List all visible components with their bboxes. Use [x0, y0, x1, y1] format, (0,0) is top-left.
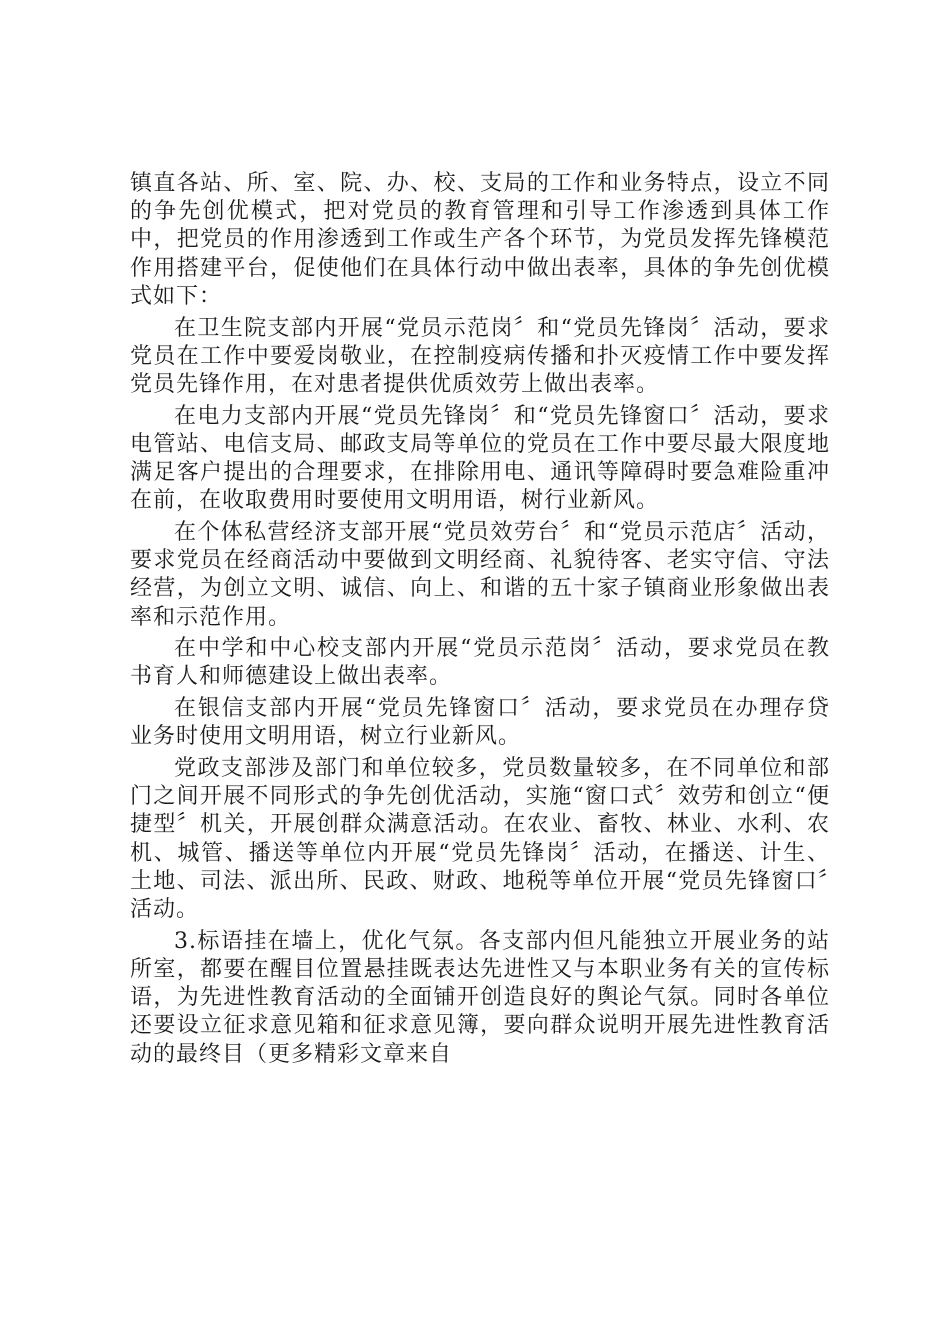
paragraph-school-branch: 在中学和中心校支部内开展“党员示范岗〞活动，要求党员在教书育人和师德建设上做出表率。	[130, 636, 830, 690]
document-body	[130, 170, 830, 1072]
paragraph-health-branch: 在卫生院支部内开展“党员示范岗〞和“党员先锋岗〞活动，要求党员在工作中要爱岗敬业，在控制疫病传播和扑灭疫情工作中要发挥党员先锋作用，在对患者提供优质效劳上做出表率。	[130, 315, 830, 397]
paragraph-slogans: 3.标语挂在墙上，优化气氛。各支部内但凡能独立开展业务的站所室，都要在醒目位置悬挂既表达先进性又与本职业务有关的宣传标语，为先进性教育活动的全面铺开创造良好的舆论气氛。同时各单位还要设立征求意见箱和征求意见簿，要向群众说明开展先进性教育活动的最终目（更多精彩文章来自	[130, 928, 830, 1067]
paragraph-intro: 镇直各站、所、室、院、办、校、支局的工作和业务特点，设立不同的争先创优模式，把对党员的教育管理和引导工作渗透到具体工作中，把党员的作用渗透到工作或生产各个环节，为党员发挥先锋模范作用搭建平台，促使他们在具体行动中做出表率，具体的争先创优模式如下：	[130, 171, 830, 309]
paragraph-private-economy-branch: 在个体私营经济支部开展“党员效劳台〞和“党员示范店〞活动，要求党员在经商活动中要做到文明经商、礼貌待客、老实守信、守法经营，为创立文明、诚信、向上、和谐的五十家子镇商业形象做出表率和示范作用。	[130, 519, 830, 630]
paragraph-government-branch: 党政支部涉及部门和单位较多，党员数量较多，在不同单位和部门之间开展不同形式的争先创优活动，实施“窗口式〞效劳和创立“便捷型〞机关，开展创群众满意活动。在农业、畜牧、林业、水利、农机、城管、播送等单位内开展“党员先锋岗〞活动，在播送、计生、土地、司法、派出所、民政、财政、地税等单位开展“党员先锋窗口〞活动。	[130, 756, 830, 923]
paragraph-power-branch: 在电力支部内开展“党员先锋岗〞和“党员先锋窗口〞活动，要求电管站、电信支局、邮政支局等单位的党员在工作中要尽最大限度地满足客户提出的合理要求，在排除用电、通讯等障碍时要急难险重冲在前，在收取费用时要使用文明用语，树行业新风。	[130, 403, 830, 514]
paragraph-bank-branch: 在银信支部内开展“党员先锋窗口〞活动，要求党员在办理存贷业务时使用文明用语，树立行业新风。	[130, 696, 830, 750]
